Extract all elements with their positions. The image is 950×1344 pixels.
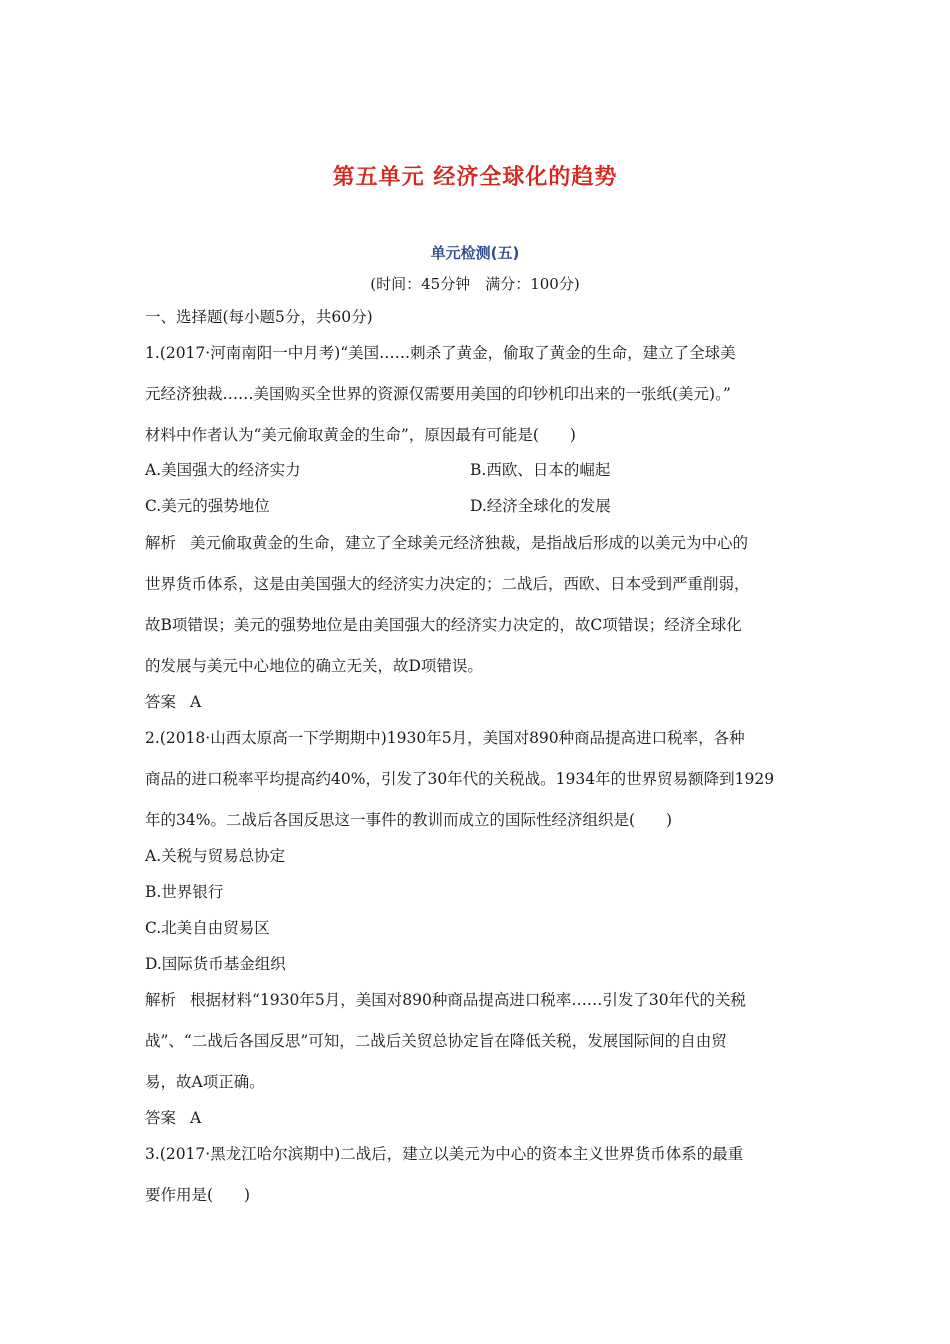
q2-option-d: D.国际货币基金组织 xyxy=(145,955,286,973)
q2-option-c: C.北美自由贸易区 xyxy=(145,919,270,937)
q1-stem-line-2: 元经济独裁……美国购买全世界的资源仅需要用美国的印钞机印出来的一张纸(美元)。” xyxy=(145,385,731,403)
q2-stem-line-1: 2.(2018·山西太原高一下学期期中)1930年5月，美国对890种商品提高进口税率，各种 xyxy=(145,729,745,747)
q2-option-a: A.关税与贸易总协定 xyxy=(145,847,286,865)
q1-stem-line-3: 材料中作者认为“美元偷取黄金的生命”，原因最有可能是( ) xyxy=(145,426,576,444)
q2-answer xyxy=(145,1108,201,1128)
q1-answer-value: A xyxy=(190,693,202,711)
section-heading: 一、选择题(每小题5分，共60分) xyxy=(145,308,373,326)
q3-stem-line-1: 3.(2017·黑龙江哈尔滨期中)二战后，建立以美元为中心的资本主义世界货币体系的最重 xyxy=(145,1145,744,1163)
q1-analysis-line-3: 故B项错误；美元的强势地位是由美国强大的经济实力决定的，故C项错误；经济全球化 xyxy=(145,616,742,634)
q2-analysis-line-3: 易，故A项正确。 xyxy=(145,1073,265,1091)
q1-analysis-text-1: 美元偷取黄金的生命，建立了全球美元经济独裁，是指战后形成的以美元为中心的 xyxy=(190,534,749,552)
q1-analysis-line-2: 世界货币体系，这是由美国强大的经济实力决定的；二战后，西欧、日本受到严重削弱， xyxy=(145,575,750,593)
q2-analysis-line-2: 战”、“二战后各国反思”可知，二战后关贸总协定旨在降低关税，发展国际间的自由贸 xyxy=(145,1032,727,1050)
q1-option-c: C.美元的强势地位 xyxy=(145,497,270,515)
q2-analysis-line-1 xyxy=(145,990,746,1010)
q1-option-b: B.西欧、日本的崛起 xyxy=(470,461,611,479)
q2-stem-line-3: 年的34%。二战后各国反思这一事件的教训而成立的国际性经济组织是( ) xyxy=(145,811,673,829)
q2-analysis-label: 解析 xyxy=(145,991,177,1009)
q2-stem-line-2: 商品的进口税率平均提高约40%，引发了30年代的关税战。1934年的世界贸易额降到1929 xyxy=(145,770,775,788)
q2-answer-value: A xyxy=(190,1109,202,1127)
test-subtitle: 单元检测(五) xyxy=(430,244,520,262)
time-score-info: (时间：45分钟 满分：100分) xyxy=(370,275,580,293)
q2-option-b: B.世界银行 xyxy=(145,883,224,901)
unit-title: 第五单元 经济全球化的趋势 xyxy=(332,165,618,190)
q1-answer xyxy=(145,692,201,712)
q1-option-a: A.美国强大的经济实力 xyxy=(145,461,301,479)
q1-answer-label: 答案 xyxy=(145,693,177,711)
q2-answer-label: 答案 xyxy=(145,1109,177,1127)
q3-stem-line-2: 要作用是( ) xyxy=(145,1186,251,1204)
q1-option-d: D.经济全球化的发展 xyxy=(470,497,611,515)
q1-analysis-line-1 xyxy=(145,533,748,553)
q1-analysis-line-4: 的发展与美元中心地位的确立无关，故D项错误。 xyxy=(145,657,483,675)
q1-analysis-label: 解析 xyxy=(145,534,177,552)
q1-stem-line-1: 1.(2017·河南南阳一中月考)“美国……刺杀了黄金，偷取了黄金的生命，建立了全球美 xyxy=(145,344,736,362)
q2-analysis-text-1: 根据材料“1930年5月，美国对890种商品提高进口税率……引发了30年代的关税 xyxy=(190,991,747,1009)
